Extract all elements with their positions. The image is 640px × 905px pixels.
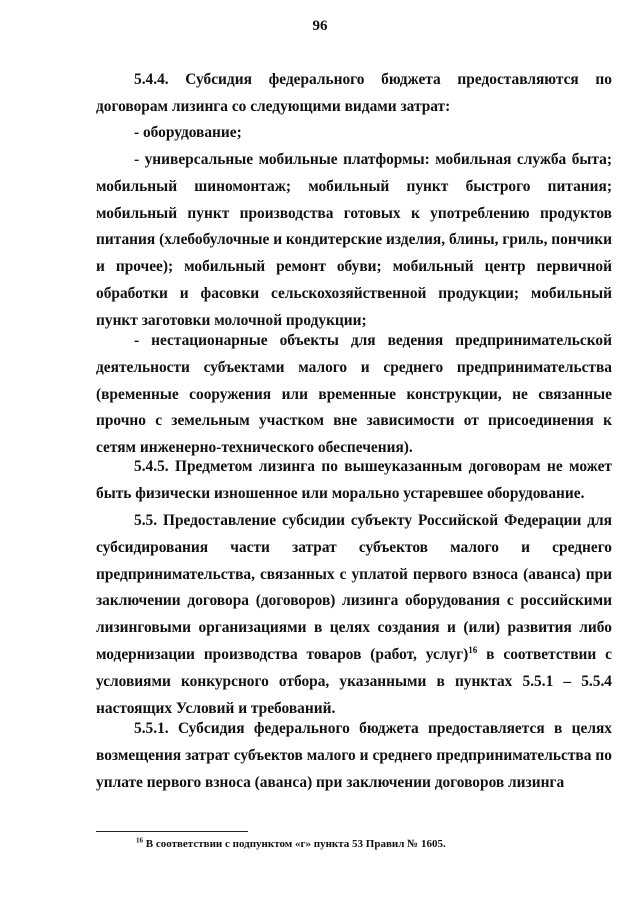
paragraph-5-4-4: 5.4.4. Субсидия федерального бюджета предоставляются по договорам лизинга со следующими видами затрат: <box>96 71 612 115</box>
list-item-mobile-platforms: - универсальные мобильные платформы: мобильная служба быта; мобильный шиномонтаж; мобильный пункт быстрого питания; мобильный пункт производства готовых к употреблению продуктов питания (хлебобулочные и кондитерские изделия, блины, гриль, пончики и прочее); мобильный ремонт обуви; мобильный центр первичной обработки и фасовки сельскохозяйственной продукции; мобильный пункт заготовки молочной продукции; <box>96 151 612 329</box>
footnote-number: 16 <box>136 836 143 845</box>
footnote-text: В соответствии с подпунктом «г» пункта 53 Правил № 1605. <box>143 838 446 850</box>
paragraph-5-4-5: 5.4.5. Предметом лизинга по вышеуказанным договорам не может быть физически изношенное или морально устаревшее оборудование. <box>96 458 612 502</box>
paragraph-5-5-text: 5.5. Предоставление субсидии субъекту Российской Федерации для субсидирования части затрат субъектов малого и среднего предпринимательства, связанных с уплатой первого взноса (аванса) при заключении договора (договоров) лизинга оборудования с российскими лизинговыми организациями в целях создания и (или) развития либо модернизации производства товаров (работ, услуг) <box>96 512 612 663</box>
paragraph-5-5-1: 5.5.1. Субсидия федерального бюджета предоставляется в целях возмещения затрат субъектов малого и среднего предпринимательства по уплате первого взноса (аванса) при заключении договоров лизинга <box>96 720 612 791</box>
footnote <box>136 838 446 850</box>
footnote-reference[interactable]: 16 <box>468 644 478 655</box>
list-item-non-stationary-objects: - нестационарные объекты для ведения предпринимательской деятельности субъектами малого и среднего предпринимательства (временные сооружения или временные конструкции, не связанные прочно с земельным участком вне зависимости от присоединения к сетям инженерно-технического обеспечения). <box>96 332 612 457</box>
paragraph-5-5-text-continued: в соответствии с условиями конкурсного отбора, указанными в пунктах 5.5.1 – 5.5.4 настоящих Условий и требований. <box>96 645 613 717</box>
page-number: 96 <box>312 18 328 34</box>
list-item-equipment: - оборудование; <box>134 124 242 141</box>
footnote-separator <box>96 831 248 832</box>
paragraph-5-5 <box>96 508 612 722</box>
